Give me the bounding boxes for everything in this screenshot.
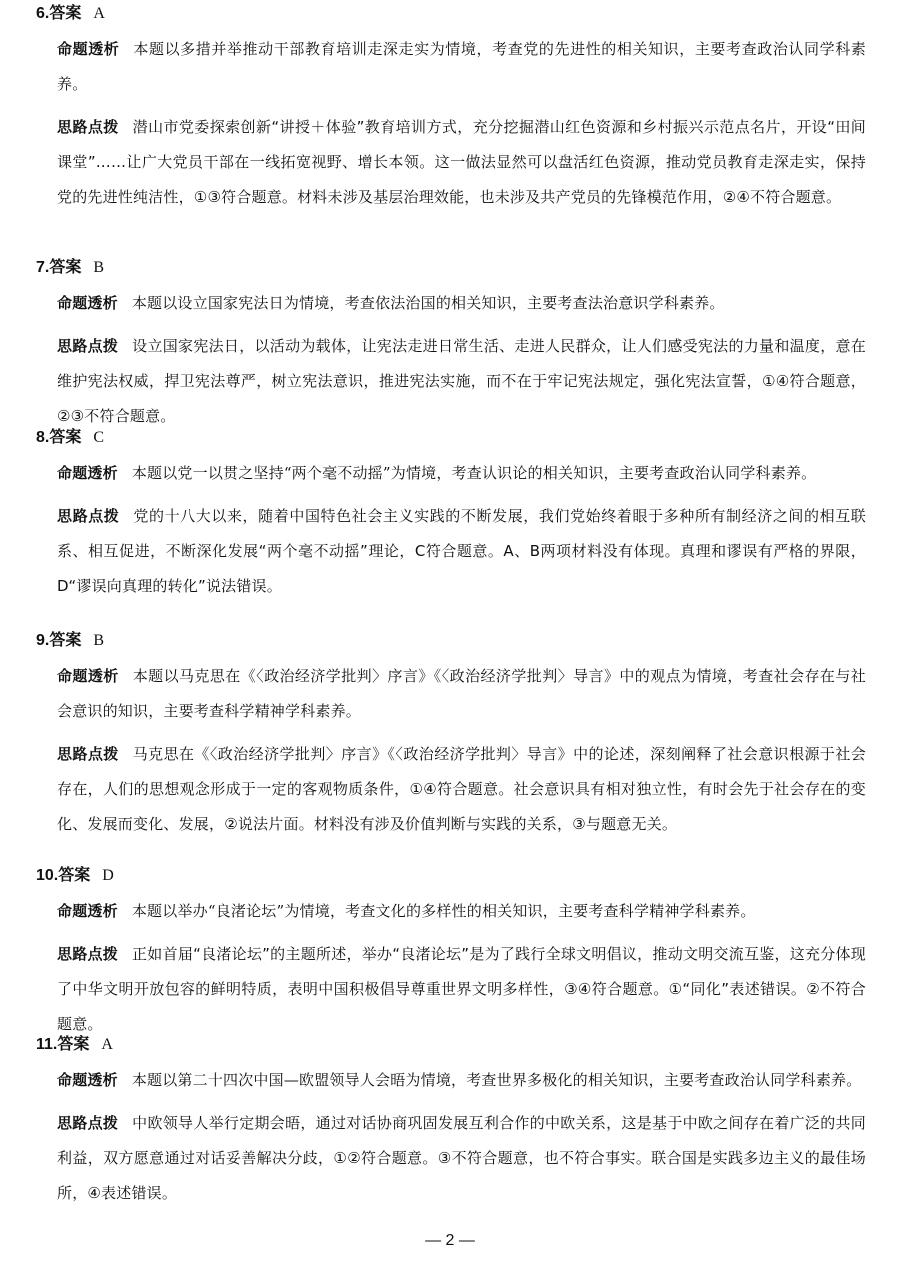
hint-block xyxy=(57,737,866,842)
intro-block xyxy=(57,659,866,729)
hint-text: 中欧领导人举行定期会晤，通过对话协商巩固发展互利合作的中欧关系，这是基于中欧之间存在着广泛的共同利益，双方愿意通过对话妥善解决分歧，①②符合题意。③不符合题意，也不符合事实。联合国是实践多边主义的最佳场所，④表述错误。 xyxy=(57,1114,866,1202)
answer-label: 答案 xyxy=(49,630,82,649)
intro-block xyxy=(57,894,866,929)
intro-text: 本题以举办“良渚论坛”为情境，考查文化的多样性的相关知识，主要考查科学精神学科素养。 xyxy=(131,902,756,920)
hint-text: 正如首届“良渚论坛”的主题所述，举办“良渚论坛”是为了践行全球文明倡议，推动文明交流互鉴，这充分体现了中华文明开放包容的鲜明特质，表明中国积极倡导尊重世界文明多样性，③④符合题意。①“同化”表述错误。②不符合题意。 xyxy=(57,945,866,1033)
hint-label: 思路点拨 xyxy=(57,945,119,963)
hint-label: 思路点拨 xyxy=(57,507,120,525)
answer-value: B xyxy=(93,259,105,276)
hint-text: 设立国家宪法日，以活动为载体，让宪法走进日常生活、走进人民群众，让人们感受宪法的力量和温度，意在维护宪法权威，捍卫宪法尊严，树立宪法意识，推进宪法实施，而不在于牢记宪法规定，强化宪法宣誓，①④符合题意，②③不符合题意。 xyxy=(57,337,866,425)
question-9 xyxy=(36,629,866,842)
intro-text: 本题以设立国家宪法日为情境，考查依法治国的相关知识，主要考查法治意识学科素养。 xyxy=(131,294,725,312)
answer-value: C xyxy=(93,429,105,446)
question-10 xyxy=(36,864,866,1042)
question-7 xyxy=(36,256,866,434)
hint-label: 思路点拨 xyxy=(57,1114,119,1132)
intro-label: 命题透析 xyxy=(57,902,118,920)
answer-line xyxy=(36,2,866,24)
intro-label: 命题透析 xyxy=(57,40,120,58)
intro-block xyxy=(57,456,866,491)
question-number: 11. xyxy=(36,1036,58,1053)
hint-block xyxy=(57,1106,866,1211)
answer-label: 答案 xyxy=(58,865,91,884)
intro-label: 命题透析 xyxy=(57,294,118,312)
intro-label: 命题透析 xyxy=(57,464,118,482)
question-number: 9. xyxy=(36,632,50,649)
intro-block xyxy=(57,286,866,321)
intro-block xyxy=(57,32,866,102)
question-11 xyxy=(36,1033,866,1211)
page-number: — 2 — xyxy=(425,1232,475,1249)
answer-label: 答案 xyxy=(57,1034,90,1053)
question-number: 10. xyxy=(36,867,59,884)
question-number: 7. xyxy=(36,259,50,276)
answer-line xyxy=(36,256,866,278)
answer-value: D xyxy=(102,867,114,884)
intro-block xyxy=(57,1063,866,1098)
answer-label: 答案 xyxy=(49,427,82,446)
hint-block xyxy=(57,937,866,1042)
hint-label: 思路点拨 xyxy=(57,337,119,355)
intro-text: 本题以马克思在《〈政治经济学批判〉序言》《〈政治经济学批判〉导言》中的观点为情境，考查社会存在与社会意识的知识，主要考查科学精神学科素养。 xyxy=(57,667,866,720)
hint-label: 思路点拨 xyxy=(57,118,119,136)
hint-label: 思路点拨 xyxy=(57,745,119,763)
answer-value: A xyxy=(93,5,105,22)
answer-line xyxy=(36,864,866,886)
question-6 xyxy=(36,2,866,215)
question-8 xyxy=(36,426,866,604)
answer-line xyxy=(36,629,866,651)
intro-text: 本题以党一以贯之坚持“两个毫不动摇”为情境，考查认识论的相关知识，主要考查政治认同学科素养。 xyxy=(131,464,817,482)
question-number: 8. xyxy=(36,429,50,446)
answer-label: 答案 xyxy=(49,257,82,276)
intro-label: 命题透析 xyxy=(57,667,119,685)
intro-label: 命题透析 xyxy=(57,1071,118,1089)
intro-text: 本题以多措并举推动干部教育培训走深走实为情境，考查党的先进性的相关知识，主要考查政治认同学科素养。 xyxy=(57,40,866,93)
hint-block xyxy=(57,499,866,604)
question-number: 6. xyxy=(36,5,50,22)
hint-block xyxy=(57,110,866,215)
answer-value: A xyxy=(101,1036,113,1053)
hint-text: 马克思在《〈政治经济学批判〉序言》《〈政治经济学批判〉导言》中的论述，深刻阐释了社会意识根源于社会存在，人们的思想观念形成于一定的客观物质条件，①④符合题意。社会意识具有相对独立性，有时会先于社会存在的变化、发展而变化、发展，②说法片面。材料没有涉及价值判断与实践的关系，③与题意无关。 xyxy=(57,745,866,833)
intro-text: 本题以第二十四次中国—欧盟领导人会晤为情境，考查世界多极化的相关知识，主要考查政治认同学科素养。 xyxy=(131,1071,862,1089)
hint-block xyxy=(57,329,866,434)
hint-text: 党的十八大以来，随着中国特色社会主义实践的不断发展，我们党始终着眼于多种所有制经济之间的相互联系、相互促进，不断深化发展“两个毫不动摇”理论，C符合题意。A、B两项材料没有体现。真理和谬误有严格的界限，D“谬误向真理的转化”说法错误。 xyxy=(57,507,866,595)
answer-value: B xyxy=(93,632,105,649)
answer-label: 答案 xyxy=(49,3,82,22)
answer-line xyxy=(36,426,866,448)
answer-line xyxy=(36,1033,866,1055)
hint-text: 潜山市党委探索创新“讲授＋体验”教育培训方式，充分挖掘潜山红色资源和乡村振兴示范点名片，开设“田间课堂”……让广大党员干部在一线拓宽视野、增长本领。这一做法显然可以盘活红色资源，推动党员教育走深走实，保持党的先进性纯洁性，①③符合题意。材料未涉及基层治理效能，也未涉及共产党员的先锋模范作用，②④不符合题意。 xyxy=(57,118,866,206)
